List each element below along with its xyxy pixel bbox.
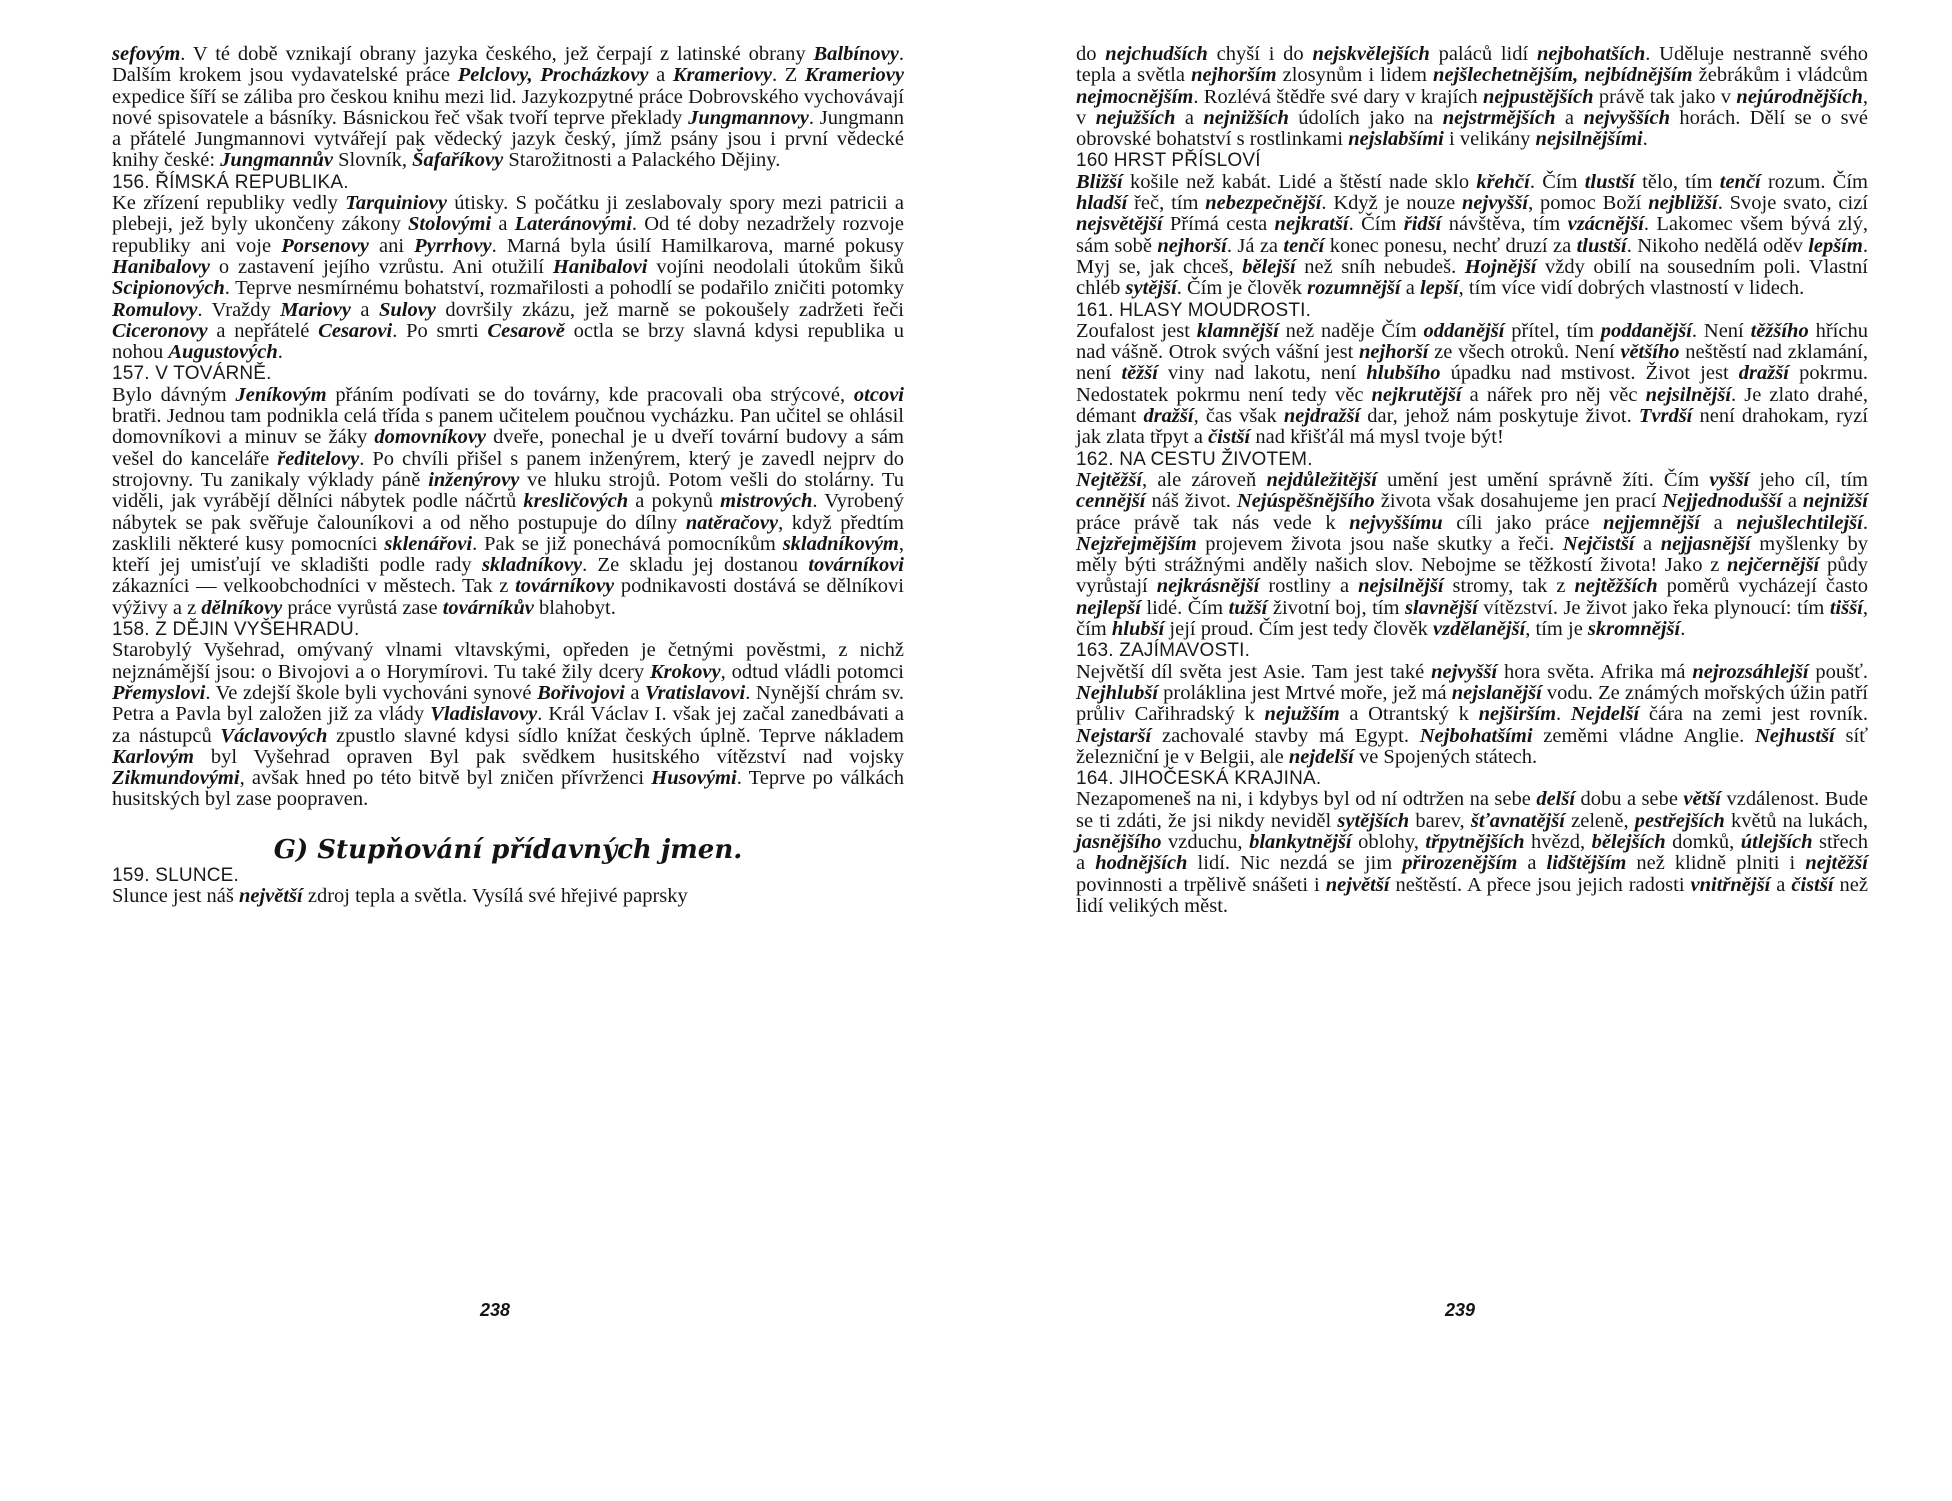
page-number-left: 238: [480, 1300, 511, 1320]
page-number-right: 239: [1445, 1300, 1476, 1320]
paragraph: Starobylý Vyšehrad, omývaný vlnami vltavskými, opředen je četnými pověstmi, z nichž nejznámější jsou: o Bivojovi a o Horymírovi. Tu také žily dcery Krokovy, odtud vládli potomci Přemyslovi. Ve zdejší škole byli vychováni synové Bořivojovi a Vratislavovi. Nynější chrám sv. Petra a Pavla byl založen již za vlády Vladislavovy. Král Václav I. však jej začal zanedbávati a za nástupců Václavových zpustlo slavné kdysi sídlo knížat českých úplně. Teprve nákladem Karlovým byl Vyšehrad opraven Byl pak svědkem husitského vítězství nad vojsky Zikmundovými, avšak hned po této bitvě byl zničen přívrženci Husovými. Teprve po válkách husitských byl zase poopraven.: [112, 639, 904, 811]
section-heading: 163. ZAJÍMAVOSTI.: [1076, 640, 1251, 662]
paragraph: Bylo dávným Jeníkovým přáním podívati se do továrny, kde pracovali oba strýcové, otcovi bratři. Jednou tam podnikla celá třída s panem učitelem poučnou vycházku. Pan učitel se ohlásil domovníkovi a minuv se žáky domovníkovy dveře, ponechal je u dveří tovární budovy a sám vešel do kanceláře ředitelovy. Po chvíli přišel s panem inženýrem, který je zavedl nejprv do strojovny. Tu zanikaly výklady páně inženýrovy ve hluku strojů. Potom vešli do stolárny. Tu viděli, jak vyrábějí dělníci nábytek podle náčrtů kresličových a pokynů mistrových. Vyrobený nábytek se pak svěřuje čalouníkovi a od něho postupuje do dílny natěračovy, když předtím zasklili některé kusy pomocníci sklenářovi. Pak se již ponechává pomocníkům skladníkovým, kteří jej umisťují ve skladišti podle rady skladníkovy. Ze skladu jej dostanou továrníkovi zákazníci — velkoobchodníci v městech. Tak z továrníkovy podnikavosti dostává se dělníkovi výživy a z dělníkovy práce vyrůstá zase továrníkův blahobyt.: [112, 383, 905, 619]
paragraph: Bližší košile než kabát. Lidé a štěstí nade sklo křehčí. Čím tlustší tělo, tím tenčí rozum. Čím hladší řeč, tím nebezpečnější. Když je nouze nejvyšší, pomoc Boží nejbližší. Svoje svato, cizí nejsvětější Přímá cesta nejkratší. Čím řidší návštěva, tím vzácnější. Lakomec všem bývá zlý, sám sobě nejhorší. Já za tenčí konec ponesu, nechť druzí za tlustší. Nikoho nedělá oděv lepším. Myj se, jak chceš, bělejší než sníh nebudeš. Hojnější vždy obilí na sousedním poli. Vlastní chléb sytější. Čím je člověk rozumnější a lepší, tím více vidí dobrých vlastností v lidech.: [1076, 170, 1869, 300]
section-heading: 158. Z DĚJIN VYŠEHRADU.: [112, 619, 360, 641]
paragraph: Nejtěžší, ale zároveň nejdůležitější umění jest umění správně žíti. Čím vyšší jeho cíl, tím cennější náš život. Nejúspěšnějšího života však dosahujeme jen prací Nejjednodušší a nejnižší práce právě tak nás vede k nejvyššímu cíli jako práce nejjemnější a nejušlechtilejší. Nejzřejmějším projevem života jsou naše skutky a řeči. Nejčistší a nejjasnější myšlenky by měly býti strážnými anděly našich slov. Nebojme se těžkostí života! Jako z nejčernější půdy vyrůstají nejkrásnější rostliny a nejsilnější stromy, tak z nejtěžších poměrů vycházejí často nejlepší lidé. Čím tužší životní boj, tím slavnější vítězství. Je život jako řeka plynoucí: tím tišší, čím hlubší její proud. Čím jest tedy člověk vzdělanější, tím je skromnější.: [1076, 468, 1869, 641]
paragraph: Nezapomeneš na ni, i kdybys byl od ní odtržen na sebe delší dobu a sebe větší vzdálenost. Bude se ti zdáti, že jsi nikdy neviděl sytějších barev, šťavnatější zeleně, pestřejších květů na lukách, jasnějšího vzduchu, blankytnější oblohy, třpytnějších hvězd, bělejších domků, útlejších střech a hodnějších lidí. Nic nezdá se jim přirozenějším a lidštějším než klidně plniti i nejtěžší povinnosti a trpělivě snášeti i největší neštěstí. A přece jsou jejich radosti vnitřnější a čistší než lidí velikých měst.: [1076, 788, 1868, 917]
section-heading: 161. HLASY MOUDROSTI.: [1076, 299, 1312, 321]
left-page-text: [112, 44, 904, 811]
right-page-text: [1076, 44, 1868, 917]
left-page: [112, 44, 904, 907]
paragraph: Zoufalost jest klamnější než naděje Čím oddanější přítel, tím poddanější. Není těžšího hříchu nad vášně. Otrok svých vášní jest nejhorší ze všech otroků. Není většího neštěstí nad zklamání, není těžší viny nad lakotu, není hlubšího úpadku nad mstivost. Život jest dražší pokrmu. Nedostatek pokrmu není tedy věc nejkrutější a nářek pro něj věc nejsilnější. Je zlato drahé, démant dražší, čas však nejdražší dar, jehož nám poskytuje život. Tvrdší není drahokam, ryzí jak zlata třpyt a čistší nad křišťál má mysl tvoje být!: [1076, 319, 1869, 449]
section-heading: 157. V TOVÁRNĚ.: [112, 363, 272, 385]
paragraph: Ke zřízení republiky vedly Tarquiniovy útisky. S počátku ji zeslabovaly spory mezi patricii a plebeji, jež byly ukončeny zákony Stolovými a Lateránovými. Od té doby nezadržely rozvoje republiky ani voje Porsenovy ani Pyrrhovy. Marná byla úsilí Hamilkarova, marné pokusy Hanibalovy o zastavení jejího vzrůstu. Ani otužilí Hanibalovi vojíni neodolali útokům šiků Scipionových. Teprve nesmírnému bohatství, rozmařilosti a pohodlí se podařilo zničiti potomky Romulovy. Vraždy Mariovy a Sulovy dovršily zkázu, jež marně se pokoušely zadržeti řeči Ciceronovy a nepřátelé Cesarovi. Po smrti Cesarově octla se brzy slavná kdysi republika u nohou Augustových.: [112, 192, 905, 364]
right-page: [1076, 44, 1868, 917]
paragraph: do nejchudších chyší i do nejskvělejších paláců lidí nejbohatších. Uděluje nestranně svého tepla a světla nejhorším zlosynům i lidem nejšlechetnějším, nejbídnějším žebrákům i vládcům nejmocnějším. Rozlévá štědře své dary v krajích nejpustějších právě tak jako v nejúrodnějších, v nejužších a nejnižších údolích jako na nejstrmějších a nejvyšších horách. Dělí se o své obrovské bohatství s rostlinkami nejslabšími i velikány nejsilnějšími.: [1076, 43, 1868, 151]
paragraph: sefovým. V té době vznikají obrany jazyka českého, jež čerpají z latinské obrany Balbínovy. Dalším krokem jsou vydavatelské práce Pelclovy, Procházkovy a Krameriovy. Z Krameriovy expedice šíří se záliba pro českou knihu mezi lid. Jazykozpytné práce Dobrovského vychovávají nové spisovatele a básníky. Básnickou řeč však tvoří teprve překlady Jungmannovy. Jungmann a přátelé Jungmannovi vytvářejí pak vědecký jazyk český, jímž psány jsou i první vědecké knihy české: Jungmannův Slovník, Šafaříkovy Starožitnosti a Palackého Dějiny.: [112, 43, 904, 172]
section-heading: 160 HRST PŘÍSLOVÍ: [1076, 150, 1261, 172]
section-title: G) Stupňování přídavných jmen.: [273, 834, 743, 865]
section-heading: 164. JIHOČESKÁ KRAJINA.: [1076, 768, 1322, 790]
paragraph: Největší díl světa jest Asie. Tam jest také nejvyšší hora světa. Afrika má nejrozsáhlejší poušť. Nejhlubší proláklina jest Mrtvé moře, jež má nejslanější vodu. Ze známých mořských úžin patří průliv Cařihradský k nejužším a Otrantský k nejširším. Nejdelší čára na zemi jest rovník. Nejstarší zachovalé stavby má Egypt. Nejbohatšími zeměmi vládne Anglie. Nejhustší síť železniční je v Belgii, ale nejdelší ve Spojených státech.: [1076, 660, 1869, 768]
section-heading: 156. ŘÍMSKÁ REPUBLIKA.: [112, 171, 349, 193]
section-heading: 162. NA CESTU ŽIVOTEM.: [1076, 448, 1313, 470]
section-heading: 159. SLUNCE.: [112, 864, 240, 886]
left-page-text-after-title: [112, 865, 904, 908]
paragraph: Slunce jest náš největší zdroj tepla a světla. Vysílá své hřejivé paprsky: [112, 884, 688, 907]
